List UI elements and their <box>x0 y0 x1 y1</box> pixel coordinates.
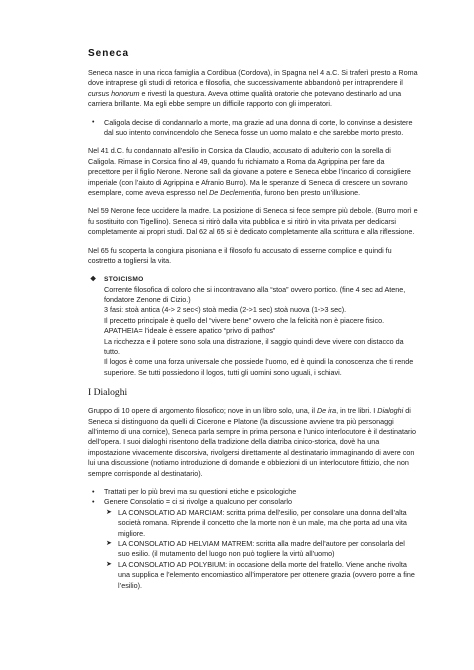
list-item-text: Trattati per lo più brevi ma su questioni etiche e psicologiche <box>104 487 297 496</box>
sublist-item <box>104 560 418 591</box>
dialoghi-list <box>88 487 418 508</box>
diamond-bullet-icon: ❖ <box>90 275 97 283</box>
list-item <box>88 497 418 507</box>
italic-title: Dialoghi <box>377 406 404 416</box>
sublist-item-text: LA CONSOLATIO AD MARCIAM: scritta prima dell’esilio, per consolare una donna dell’alta società romana. Riprende il concetto che la morte non è un male, ma che porta ad una vita migliore. <box>118 507 407 538</box>
sublist-item <box>104 539 418 560</box>
text: , furono ben presto un’illusione. <box>260 188 361 198</box>
text: , in tre libri. I <box>336 406 378 416</box>
bullet-icon: • <box>92 487 95 496</box>
paragraph-conspiracy: Nel 65 fu scoperta la congiura pisoniana e il filosofo fu accusato di esserne complice e quindi fu costretto a togliersi la vita. <box>88 245 392 266</box>
text: Gruppo di 10 opere di argomento filosofico; nove in un libro solo, una, il <box>88 406 317 416</box>
checkmark-bullet-icon: ➤ <box>106 508 112 516</box>
stoicism-line: Corrente filosofica di coloro che si incontravano alla “stoa” ovvero portico. (fine 4 sec ad Atene, fondatore Zenone di Cizio.) <box>104 284 406 304</box>
sublist-item <box>104 508 418 539</box>
paragraph-dialoghi <box>88 406 418 479</box>
paragraph-nerone: Nel 59 Nerone fece uccidere la madre. La posizione di Seneca si fece sempre più debole. (Burro morì e fu sostituito con Tigellino). Seneca si ritirò dalla vita pubblica e si ritirò in vita privata per dedicarsi completamente ai propri studi. Dal 62 al 65 si è dedicato completamente alla scrittura e alla riflessione. <box>88 206 418 237</box>
section-heading-dialoghi: I Dialoghi <box>88 387 128 399</box>
stoicism-line: Il logos è come una forza universale che possiede l’uomo, ed è quindi la conoscenza che ti rende superiore. Se tutti possiedono il logos, tutti gli uomini sono uguali, i schiavi. <box>104 357 414 377</box>
bullet-icon: • <box>92 118 95 126</box>
stoicism-heading <box>88 275 418 285</box>
italic-term: cursus honorum <box>88 88 140 98</box>
document-page <box>88 48 418 591</box>
text: e rivestì la questura. Aveva ottime qualità oratorie che potevano destinarlo ad una carriera brillante. Ma egli ebbe sempre un difficile rapporto con gli imperatori. <box>88 88 402 109</box>
stoicism-heading-text: STOICISMO <box>104 275 144 283</box>
text: di Seneca si distinguono da quelli di Cicerone e Platone (la discussione avviene tra più personaggi all’interno di una cornice), Seneca parla sempre in prima persona e l’unico interlocutore è il destinatario dell’opera. I suoi dialoghi risentono della tradizione della diatriba cinico-storica, dovè ha una impostazione vivacemente discorsiva, rivolgersi direttamente al destinatario immaginando di avere con lui una discussione (notiamo introduzione di domande e obbiezioni di un interlocutore fittizio, che non sempre corrisponde al destinatario). <box>88 406 417 478</box>
italic-title: De ira <box>316 406 337 416</box>
stoicism-line: 3 fasi: stoà antica (4-> 2 sec<) stoà media (2->1 sec) stoà nuova (1->3 sec). <box>104 305 347 315</box>
stoicism-line: Il precetto principale è quello del “vivere bene” ovvero che la felicità non è piacere fisico. <box>104 315 385 325</box>
bullet-text: Caligola decise di condannarlo a morte, ma grazie ad una donna di corte, lo convinse a desistere dal suo intento convincendolo che Seneca fosse un uomo malato e che sarebbe morto presto. <box>104 117 413 138</box>
paragraph-intro <box>88 68 418 110</box>
sublist-item-text: LA CONSOLATIO AD HELVIAM MATREM: scritta alla madre dell’autore per consolarla del suo esilio. (il mutamento del luogo non può togliere la virtù all’uomo) <box>118 539 405 559</box>
list-item-text: Genere Consolatio = ci si rivolge a qualcuno per consolarlo <box>104 497 292 507</box>
italic-title: De Declementia <box>209 188 261 198</box>
sublist-item-text: LA CONSOLATIO AD POLYBIUM: in occasione della morte del fratello. Viene anche rivolta una supplica e l’elemento encomiastico all’imperatore per ottenere grazia (ovvero porre a fine l’esilio). <box>118 559 415 590</box>
checkmark-bullet-icon: ➤ <box>106 560 112 568</box>
stoicism-body <box>88 285 418 379</box>
bullet-caligola <box>88 118 418 139</box>
paragraph-exile <box>88 146 418 198</box>
document-title: Seneca <box>88 48 130 59</box>
checkmark-bullet-icon: ➤ <box>106 540 112 548</box>
text: Seneca nasce in una ricca famiglia a Cordibua (Cordova), in Spagna nel 4 a.C. Si traferì presto a Roma dove intraprese gli studi di retorica e filosofia, che successivamente abbandonò per intraprendere il <box>88 68 418 88</box>
text: Nel 41 d.C. fu condannato all’esilio in Corsica da Claudio, accusato di adulterio con la sorella di Caligola. Rimase in Corsica fino al 49, quando fu richiamato a Roma da Agrippina per fare da precettore per il figlio Nerone. Nerone salì da giovane a potere e Seneca ebbe l’incarico di consigliere imperiale (con l’aiuto di Agrippina e Afranio Burro). Ma le speranze di Seneca di crescere un sovrano esemplare, come aveva espresso nel <box>88 146 411 198</box>
list-item <box>88 487 418 497</box>
bullet-icon: • <box>92 497 95 507</box>
consolatio-sublist <box>104 508 418 591</box>
stoicism-line: La ricchezza e il potere sono sola una distrazione, il saggio quindi deve vivere con distacco da tutto. <box>104 336 404 356</box>
stoicism-line: APATHEIA= l’ideale è essere apatico “privo di pathos” <box>104 326 276 336</box>
